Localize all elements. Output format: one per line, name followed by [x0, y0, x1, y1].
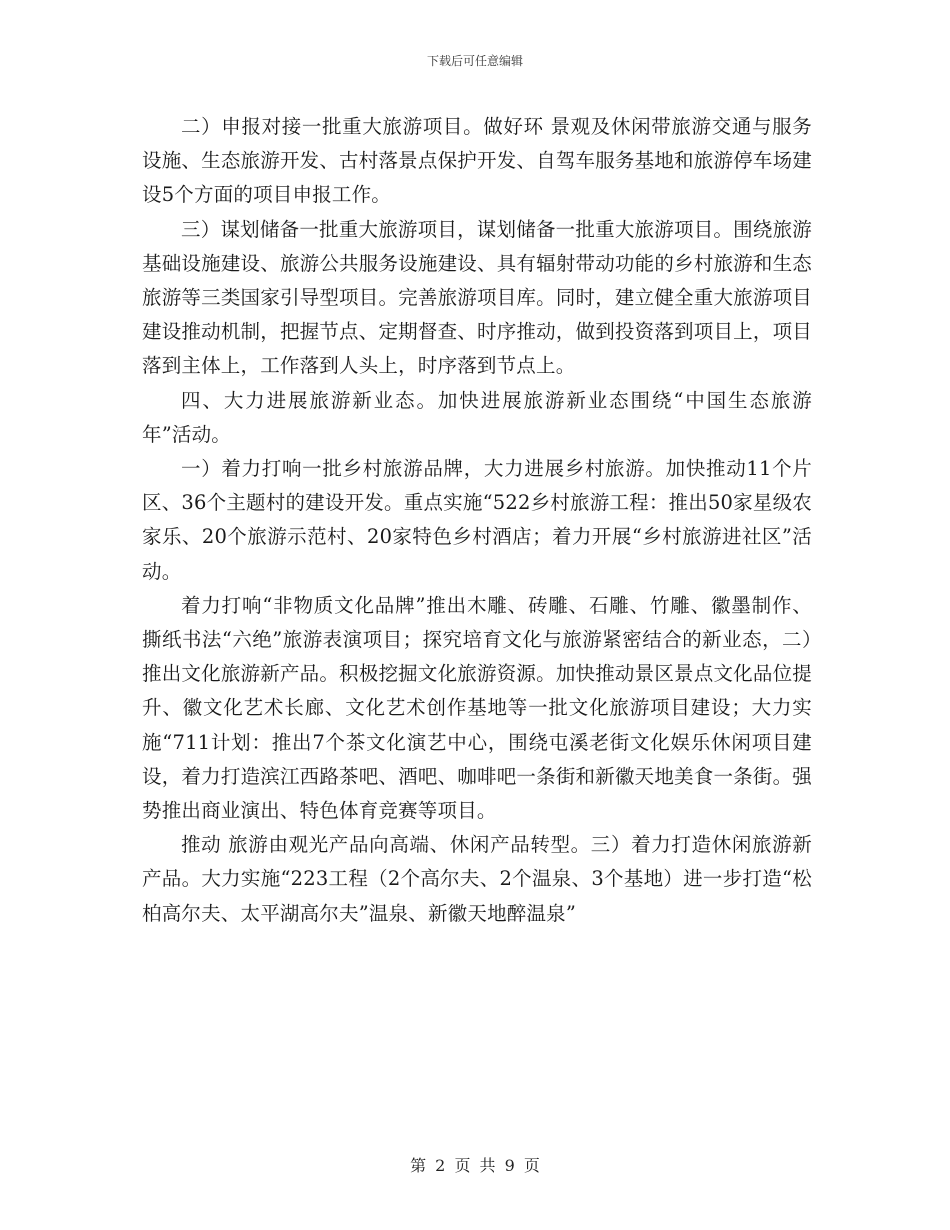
paragraph-4: 一）着力打响一批乡村旅游品牌，大力进展乡村旅游。加快推动11个片区、36个主题村的建设开发。重点实施“522乡村旅游工程：推出50家星级农家乐、20个旅游示范村、20家特色乡村酒店；着力开展“乡村旅游进社区”活动。	[142, 457, 812, 583]
paragraph-1: 二）申报对接一批重大旅游项目。做好环 景观及休闲带旅游交通与服务设施、生态旅游开发、古村落景点保护开发、自驾车服务基地和旅游停车场建设5个方面的项目申报工作。	[142, 115, 812, 207]
page-number-footer: 第 2 页 共 9 页	[410, 1156, 540, 1175]
document-body	[142, 110, 812, 931]
paragraph-3: 四、大力进展旅游新业态。加快进展旅游新业态围绕“中国生态旅游年”活动。	[142, 388, 812, 446]
paragraph-5: 着力打响“非物质文化品牌”推出木雕、砖雕、石雕、竹雕、徽墨制作、撕纸书法“六绝”旅游表演项目；探究培育文化与旅游紧密结合的新业态，二）推出文化旅游新产品。积极挖掘文化旅游资源。加快推动景区景点文化品位提升、徽文化艺术长廊、文化艺术创作基地等一批文化旅游项目建设；大力实施“711计划：推出7个茶文化演艺中心，围绕屯溪老街文化娱乐休闲项目建设，着力打造滨江西路茶吧、酒吧、咖啡吧一条街和新徽天地美食一条街。强势推出商业演出、特色体育竞赛等项目。	[142, 593, 812, 823]
paragraph-6: 推动 旅游由观光产品向高端、休闲产品转型。三）着力打造休闲旅游新产品。大力实施“223工程（2个高尔夫、2个温泉、3个基地）进一步打造“松柏高尔夫、太平湖高尔夫”温泉、新徽天地醉温泉”	[142, 833, 812, 925]
paragraph-2: 三）谋划储备一批重大旅游项目，谋划储备一批重大旅游项目。围绕旅游基础设施建设、旅游公共服务设施建设、具有辐射带动功能的乡村旅游和生态旅游等三类国家引导型项目。完善旅游项目库。同时，建立健全重大旅游项目建设推动机制，把握节点、定期督查、时序推动，做到投资落到项目上，项目落到主体上，工作落到人头上，时序落到节点上。	[142, 217, 812, 378]
page-header-note: 下载后可任意编辑	[426, 54, 523, 68]
